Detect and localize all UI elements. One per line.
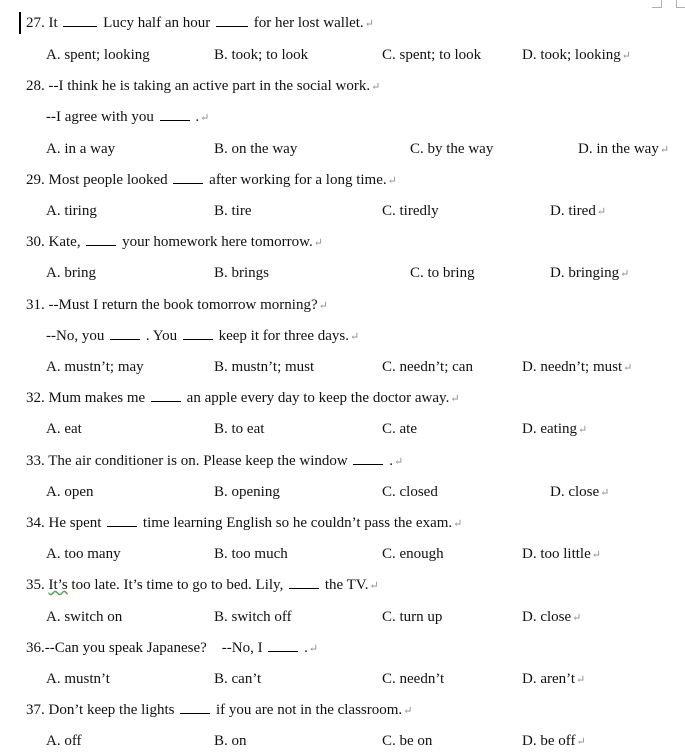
question-text: 30. Kate, your homework here tomorrow.↵	[26, 231, 323, 254]
answer-blank	[183, 325, 213, 340]
answer-blank	[216, 12, 248, 27]
option-b: B. to eat	[214, 421, 265, 437]
option-d: D. be off↵	[522, 733, 586, 749]
option-c: C. spent; to look	[382, 47, 482, 63]
question-29	[0, 169, 685, 191]
option-d: D. needn’t; must↵	[522, 359, 633, 375]
option-b: B. took; to look	[214, 47, 309, 63]
option-c: C. to bring	[410, 265, 475, 281]
paragraph-mark: ↵	[600, 487, 610, 499]
answer-blank	[160, 106, 190, 121]
option-a: A. off	[46, 733, 82, 749]
paragraph-mark: ↵	[620, 268, 630, 280]
option-c: C. closed	[382, 484, 438, 500]
options-29	[0, 200, 685, 222]
option-c: C. enough	[382, 546, 444, 562]
paragraph-mark: ↵	[453, 518, 463, 530]
option-d: D. in the way↵	[578, 141, 670, 157]
paragraph-mark: ↵	[659, 144, 670, 156]
question-32	[0, 387, 685, 409]
question-text: 29. Most people looked after working for a long time.↵	[26, 169, 397, 192]
spellcheck-word: It’s	[48, 577, 68, 593]
options-28	[0, 138, 685, 160]
option-b: B. too much	[214, 546, 288, 562]
paragraph-mark: ↵	[576, 736, 586, 748]
paragraph-mark: ↵	[450, 393, 460, 405]
paragraph-mark: ↵	[364, 18, 374, 30]
paragraph-mark: ↵	[313, 237, 323, 249]
option-a: A. tiring	[46, 203, 97, 219]
question-text: 36.--Can you speak Japanese? --No, I .↵	[26, 637, 318, 660]
option-b: B. brings	[214, 265, 270, 281]
options-31	[0, 356, 685, 378]
option-d: D. eating↵	[522, 421, 588, 437]
answer-blank	[63, 12, 97, 27]
option-b: B. tire	[214, 203, 252, 219]
question-31	[0, 294, 685, 316]
answer-blank	[86, 231, 116, 246]
option-b: B. switch off	[214, 609, 292, 625]
question-37	[0, 699, 685, 721]
question-28-response	[0, 106, 685, 128]
option-b: B. on the way	[214, 141, 298, 157]
answer-blank	[107, 512, 137, 527]
question-text: 28. --I think he is taking an active part in the social work.↵	[26, 78, 381, 94]
question-36	[0, 637, 685, 659]
answer-blank	[151, 387, 181, 402]
paragraph-mark: ↵	[403, 705, 413, 717]
question-30	[0, 231, 685, 253]
option-d: D. aren’t↵	[522, 671, 586, 687]
options-27	[0, 44, 685, 66]
option-a: A. in a way	[46, 141, 116, 157]
question-text: 37. Don’t keep the lights if you are not in the classroom.↵	[26, 699, 412, 722]
question-31-response	[0, 325, 685, 347]
paragraph-mark: ↵	[596, 206, 607, 218]
option-a: A. switch on	[46, 609, 123, 625]
paragraph-mark: ↵	[371, 81, 381, 93]
paragraph-mark: ↵	[621, 50, 631, 62]
option-c: C. tiredly	[382, 203, 439, 219]
option-b: B. can’t	[214, 671, 262, 687]
options-37	[0, 730, 685, 752]
option-b: B. mustn’t; must	[214, 359, 315, 375]
question-34	[0, 512, 685, 534]
paragraph-mark: ↵	[308, 643, 319, 655]
answer-blank	[268, 637, 298, 652]
option-c: C. needn’t	[382, 671, 445, 687]
answer-blank	[180, 699, 210, 714]
option-c: C. ate	[382, 421, 417, 437]
question-text: 31. --Must I return the book tomorrow morning?↵	[26, 297, 328, 313]
paragraph-mark: ↵	[393, 456, 404, 468]
answer-blank	[110, 325, 140, 340]
question-28	[0, 75, 685, 97]
question-text: --No, you . You keep it for three days.↵	[46, 325, 359, 348]
option-d: D. bringing↵	[550, 265, 630, 281]
paragraph-mark: ↵	[572, 612, 582, 624]
question-text: 35. It’s too late. It’s time to go to bed. Lily, the TV.↵	[26, 574, 379, 597]
option-d: D. took; looking↵	[522, 47, 631, 63]
answer-blank	[289, 574, 319, 589]
option-a: A. eat	[46, 421, 82, 437]
options-36	[0, 668, 685, 690]
option-d: D. close↵	[522, 609, 582, 625]
option-c: C. by the way	[410, 141, 494, 157]
option-a: A. bring	[46, 265, 96, 281]
question-text: 32. Mum makes me an apple every day to keep the doctor away.↵	[26, 387, 460, 410]
question-text: 27. It Lucy half an hour for her lost wallet.↵	[26, 12, 374, 35]
option-c: C. needn’t; can	[382, 359, 473, 375]
option-c: C. be on	[382, 733, 433, 749]
options-35	[0, 606, 685, 628]
paragraph-mark: ↵	[369, 580, 379, 592]
option-d: D. too little↵	[522, 546, 601, 562]
option-a: A. open	[46, 484, 94, 500]
option-a: A. spent; looking	[46, 47, 150, 63]
option-a: A. mustn’t; may	[46, 359, 144, 375]
question-text: 33. The air conditioner is on. Please keep the window .↵	[26, 450, 403, 473]
options-34	[0, 543, 685, 565]
question-text: 34. He spent time learning English so he couldn’t pass the exam.↵	[26, 512, 462, 535]
option-d: D. tired↵	[550, 203, 607, 219]
option-d: D. close↵	[550, 484, 610, 500]
paragraph-mark: ↵	[623, 362, 633, 374]
question-27	[0, 12, 685, 34]
page-corner-mark	[676, 0, 685, 8]
options-33	[0, 481, 685, 503]
question-text: --I agree with you .↵	[46, 106, 209, 129]
question-33	[0, 450, 685, 472]
option-b: B. on	[214, 733, 247, 749]
question-35	[0, 574, 685, 596]
page-corner-mark	[652, 0, 662, 8]
options-30	[0, 262, 685, 284]
paragraph-mark: ↵	[387, 175, 397, 187]
paragraph-mark: ↵	[591, 549, 601, 561]
options-32	[0, 418, 685, 440]
option-b: B. opening	[214, 484, 280, 500]
option-c: C. turn up	[382, 609, 443, 625]
paragraph-mark: ↵	[349, 331, 360, 343]
paragraph-mark: ↵	[577, 424, 588, 436]
answer-blank	[353, 450, 383, 465]
option-a: A. mustn’t	[46, 671, 110, 687]
paragraph-mark: ↵	[576, 674, 586, 686]
paragraph-mark: ↵	[200, 112, 210, 124]
paragraph-mark: ↵	[318, 300, 328, 312]
answer-blank	[173, 169, 203, 184]
option-a: A. too many	[46, 546, 121, 562]
